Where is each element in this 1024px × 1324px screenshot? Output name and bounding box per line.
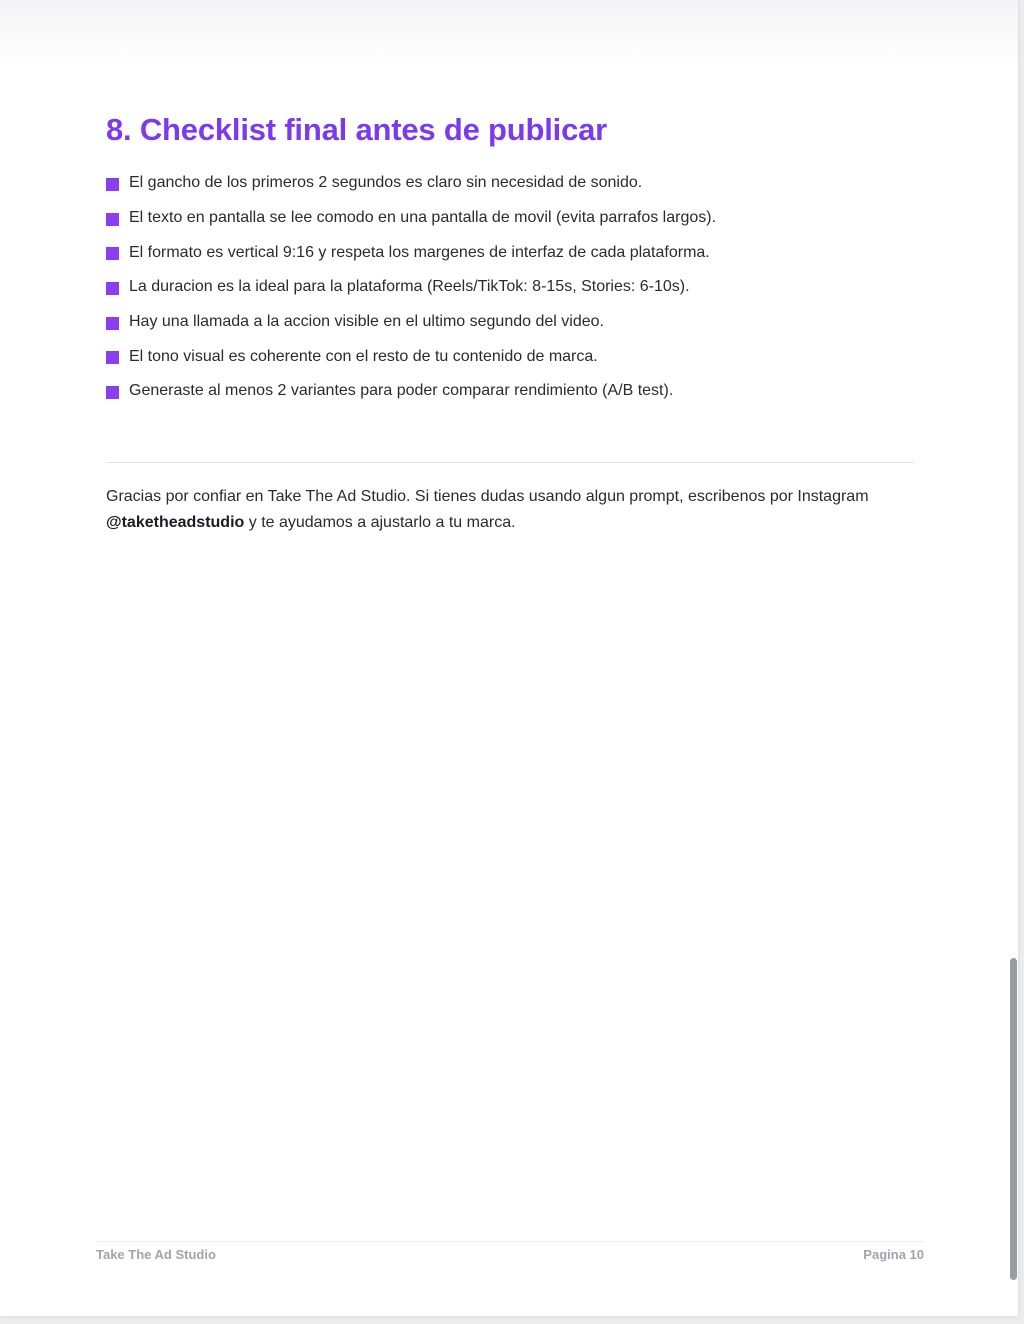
checklist-item	[106, 339, 716, 374]
checkbox-square-icon	[106, 178, 119, 191]
checklist-item	[106, 166, 716, 201]
checklist-item	[106, 374, 716, 409]
checklist-item-text: Generaste al menos 2 variantes para poder comparar rendimiento (A/B test).	[129, 382, 674, 400]
checkbox-square-icon	[106, 282, 119, 295]
checklist-item	[106, 235, 716, 270]
checklist-item-text: El texto en pantalla se lee comodo en una pantalla de movil (evita parrafos largos).	[129, 209, 717, 227]
footer-page-number: Pagina 10	[863, 1247, 924, 1262]
checklist-item	[106, 201, 716, 236]
checklist-item-text: El formato es vertical 9:16 y respeta los margenes de interfaz de cada plataforma.	[129, 243, 710, 261]
vertical-scrollbar-thumb[interactable]	[1010, 958, 1017, 1280]
closing-paragraph	[106, 484, 896, 536]
footer-brand: Take The Ad Studio	[96, 1247, 216, 1262]
checkbox-square-icon	[106, 247, 119, 260]
section-divider	[106, 462, 914, 463]
checklist-item-text: La duracion es la ideal para la plataforma (Reels/TikTok: 8-15s, Stories: 6-10s).	[129, 278, 690, 296]
checklist-item-text: Hay una llamada a la accion visible en el ultimo segundo del video.	[129, 313, 604, 331]
checkbox-square-icon	[106, 317, 119, 330]
checkbox-square-icon	[106, 213, 119, 226]
checklist-item	[106, 270, 716, 305]
footer-divider	[96, 1241, 924, 1242]
page-top-shade	[0, 0, 1018, 70]
checklist	[106, 166, 716, 409]
checklist-item-text: El tono visual es coherente con el resto de tu contenido de marca.	[129, 347, 598, 365]
instagram-handle: @taketheadstudio	[106, 514, 245, 531]
checkbox-square-icon	[106, 351, 119, 364]
checkbox-square-icon	[106, 386, 119, 399]
section-heading: 8. Checklist final antes de publicar	[106, 112, 608, 147]
closing-text-start: Gracias por confiar en Take The Ad Studio. Si tienes dudas usando algun prompt, escribenos por Instagram	[106, 488, 869, 505]
closing-text-end: y te ayudamos a ajustarlo a tu marca.	[244, 514, 516, 531]
checklist-item	[106, 305, 716, 340]
checklist-item-text: El gancho de los primeros 2 segundos es claro sin necesidad de sonido.	[129, 174, 643, 192]
